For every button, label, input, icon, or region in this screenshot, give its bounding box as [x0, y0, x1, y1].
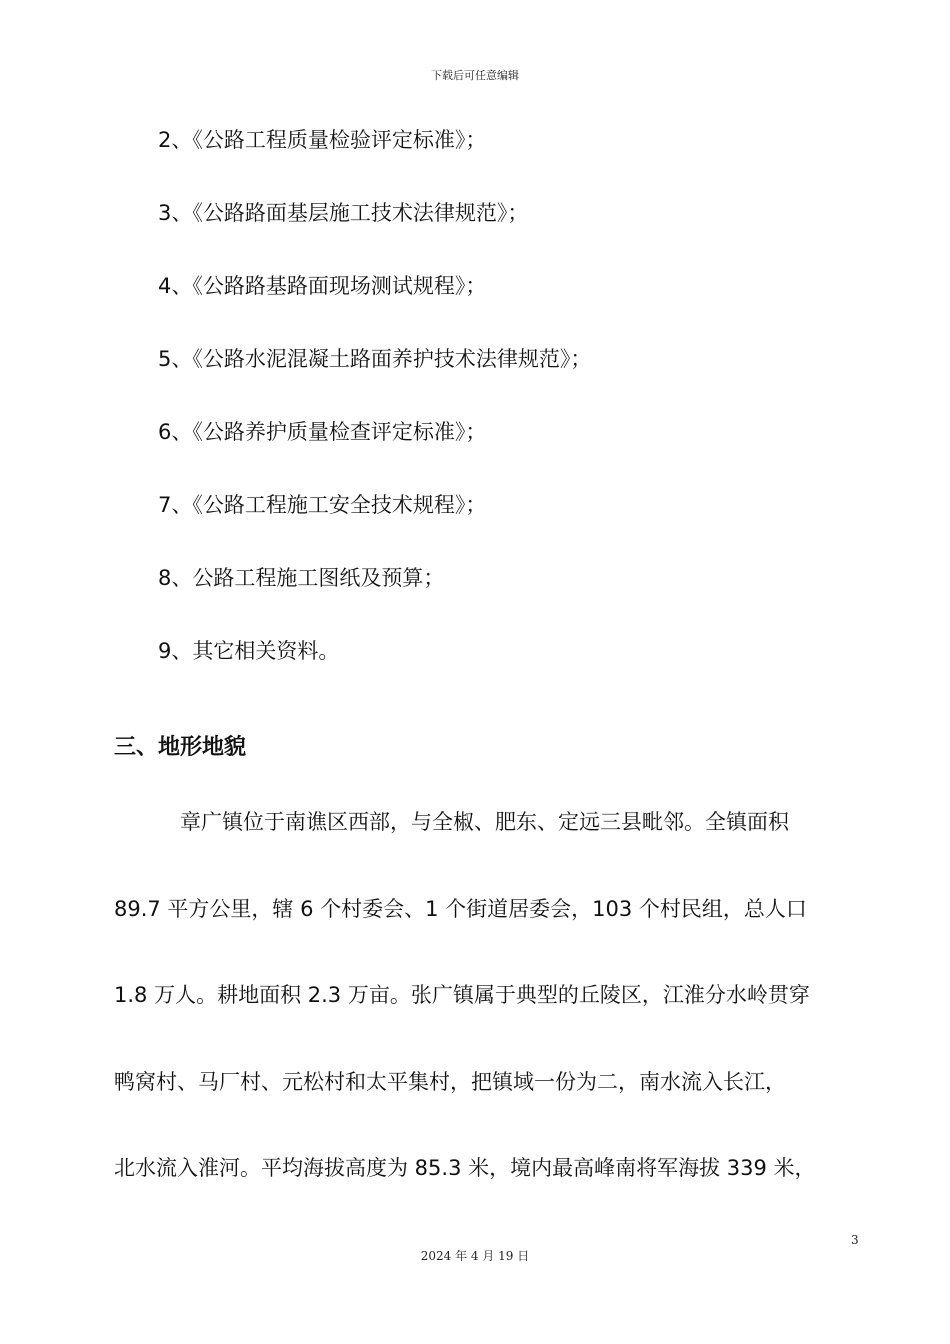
section-heading: 三、地形地貌 [114, 735, 247, 760]
paragraph-line: 89.7 平方公里，辖 6 个村委会、1 个街道居委会，103 个村民组，总人口 [114, 896, 807, 921]
reference-item: 8、公路工程施工图纸及预算； [158, 566, 445, 590]
paragraph-line: 章广镇位于南谯区西部，与全椒、肥东、定远三县毗邻。全镇面积 [180, 810, 789, 834]
paragraph-line: 北水流入淮河。平均海拔高度为 85.3 米，境内最高峰南将军海拔 339 米， [114, 1156, 816, 1180]
page-number: 3 [851, 1233, 859, 1247]
footer-date: 2024 年 4 月 19 日 [420, 1249, 530, 1263]
paragraph-line: 1.8 万人。耕地面积 2.3 万亩。张广镇属于典型的丘陵区，江淮分水岭贯穿 [114, 983, 810, 1007]
header-note: 下载后可任意编辑 [431, 69, 519, 82]
reference-item: 7、《公路工程施工安全技术规程》； [158, 493, 487, 517]
reference-item: 4、《公路路基路面现场测试规程》； [158, 274, 487, 298]
reference-item: 6、《公路养护质量检查评定标准》； [158, 420, 487, 444]
reference-item: 9、其它相关资料。 [158, 639, 340, 663]
reference-item: 5、《公路水泥混凝土路面养护技术法律规范》； [158, 347, 592, 371]
paragraph-line: 鸭窝村、马厂村、元松村和太平集村，把镇域一份为二，南水流入长江， [114, 1069, 786, 1094]
reference-list [158, 122, 878, 706]
body-paragraph [114, 802, 874, 1235]
reference-item: 2、《公路工程质量检验评定标准》； [158, 128, 487, 152]
reference-item: 3、《公路路面基层施工技术法律规范》； [158, 201, 529, 225]
